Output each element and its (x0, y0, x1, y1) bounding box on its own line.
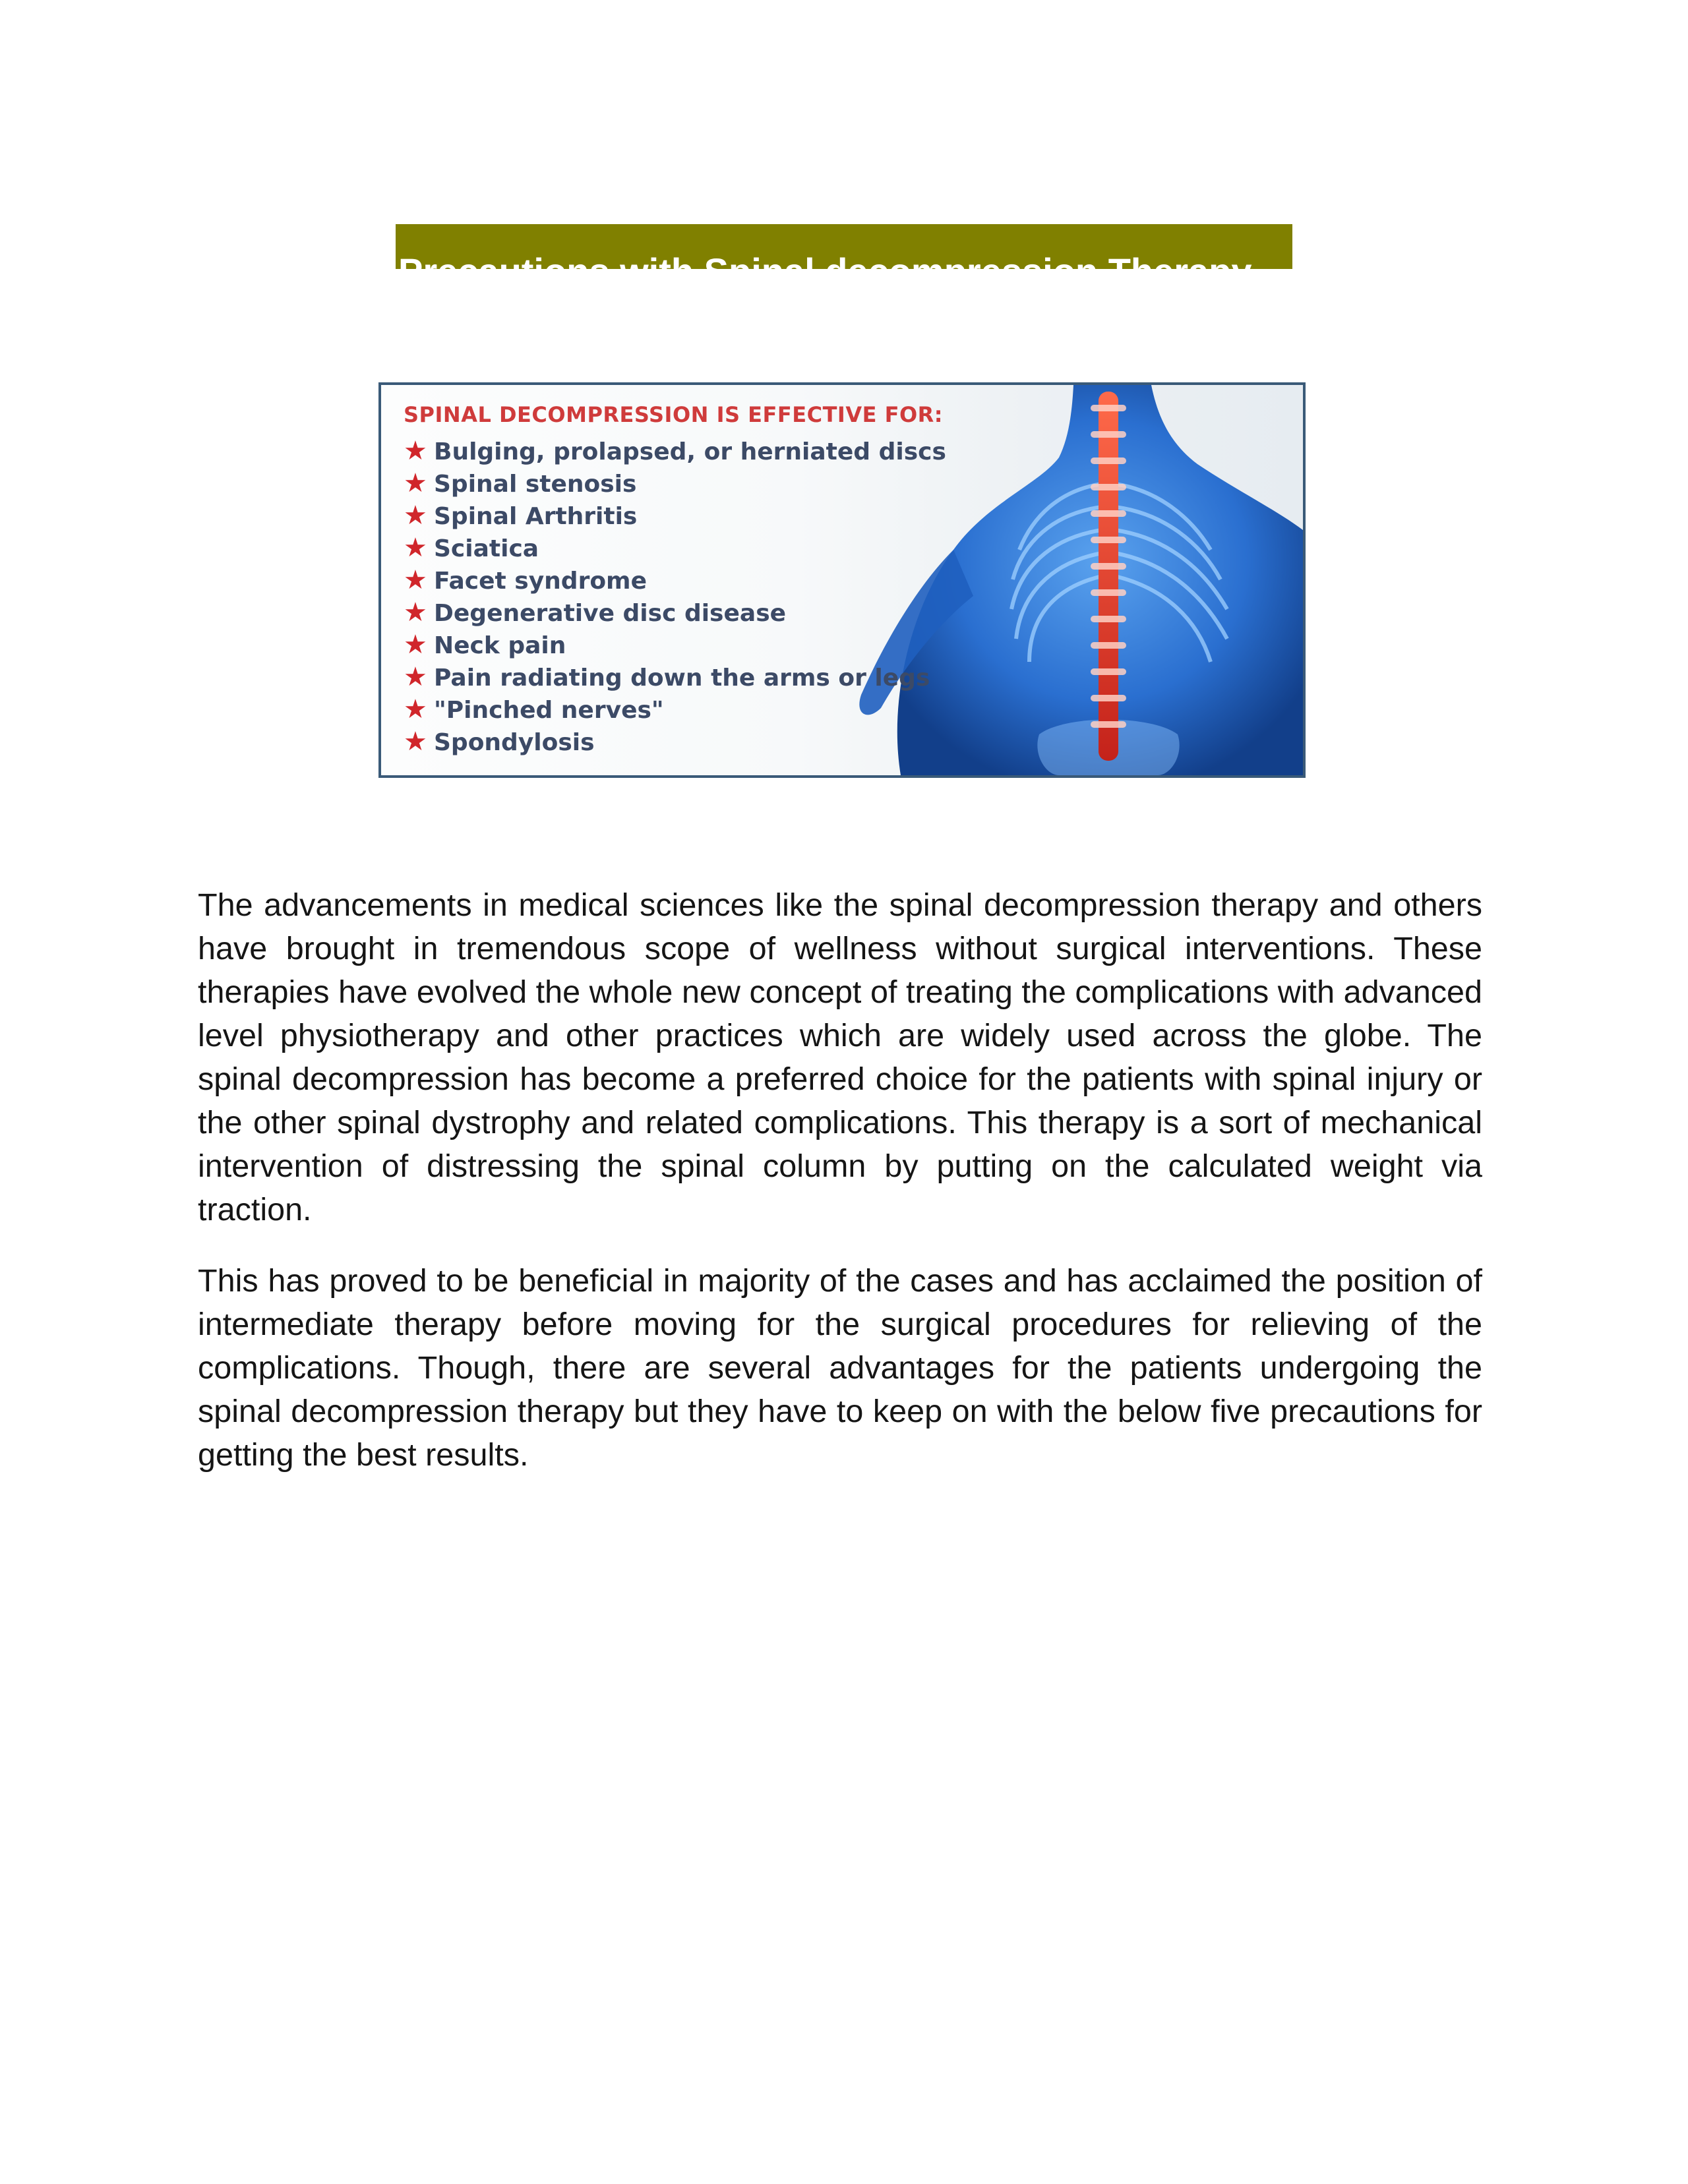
star-icon: ★ (404, 533, 427, 563)
list-item (404, 500, 946, 532)
list-item (404, 435, 946, 467)
list-item (404, 661, 946, 694)
title-highlight (396, 224, 1292, 292)
list-item (404, 726, 946, 758)
list-item (404, 629, 946, 661)
star-icon: ★ (404, 597, 427, 628)
condition-label: Spinal stenosis (434, 471, 637, 498)
banner-heading: SPINAL DECOMPRESSION IS EFFECTIVE FOR: (404, 402, 944, 427)
conditions-list (404, 435, 946, 758)
condition-label: Pain radiating down the arms or legs (434, 664, 930, 692)
condition-label: Facet syndrome (434, 568, 647, 595)
spinal-decompression-banner (378, 382, 1306, 778)
star-icon: ★ (404, 694, 427, 724)
star-icon: ★ (404, 500, 427, 531)
condition-label: "Pinched nerves" (434, 697, 664, 724)
body-paragraph-1: The advancements in medical sciences like the spinal decompression therapy and others have brought in tremendous scope of wellness without surgical interventions. These therapies have evolved the whole new concept of treating the complications with advanced level physiotherapy and other practices which are widely used across the globe. The spinal decompression has become a preferred choice for the patients with spinal injury or the other spinal dystrophy and related complications. This therapy is a sort of mechanical intervention of distressing the spinal column by putting on the calculated weight via traction. (198, 887, 1482, 1227)
condition-label: Sciatica (434, 535, 539, 562)
condition-label: Spinal Arthritis (434, 503, 638, 530)
star-icon: ★ (404, 565, 427, 595)
condition-label: Neck pain (434, 632, 566, 659)
body-paragraph-2: This has proved to be beneficial in majority of the cases and has acclaimed the position of intermediate therapy before moving for the surgical procedures for relieving of the complications. Though, there are several advantages for the patients undergoing the spinal decompression therapy but they have to keep on with the below five precautions for getting the best results. (198, 1263, 1482, 1473)
condition-label: Degenerative disc disease (434, 600, 787, 627)
star-icon: ★ (404, 662, 427, 692)
star-icon: ★ (404, 630, 427, 660)
list-item (404, 467, 946, 500)
star-icon: ★ (404, 468, 427, 498)
condition-label: Bulging, prolapsed, or herniated discs (434, 438, 946, 465)
page-title: Precautions with Spinal decompression Therapy (398, 250, 1252, 292)
list-item (404, 694, 946, 726)
list-item (404, 597, 946, 629)
condition-label: Spondylosis (434, 729, 595, 756)
list-item (404, 564, 946, 597)
star-icon: ★ (404, 436, 427, 466)
list-item (404, 532, 946, 564)
star-icon: ★ (404, 726, 427, 757)
